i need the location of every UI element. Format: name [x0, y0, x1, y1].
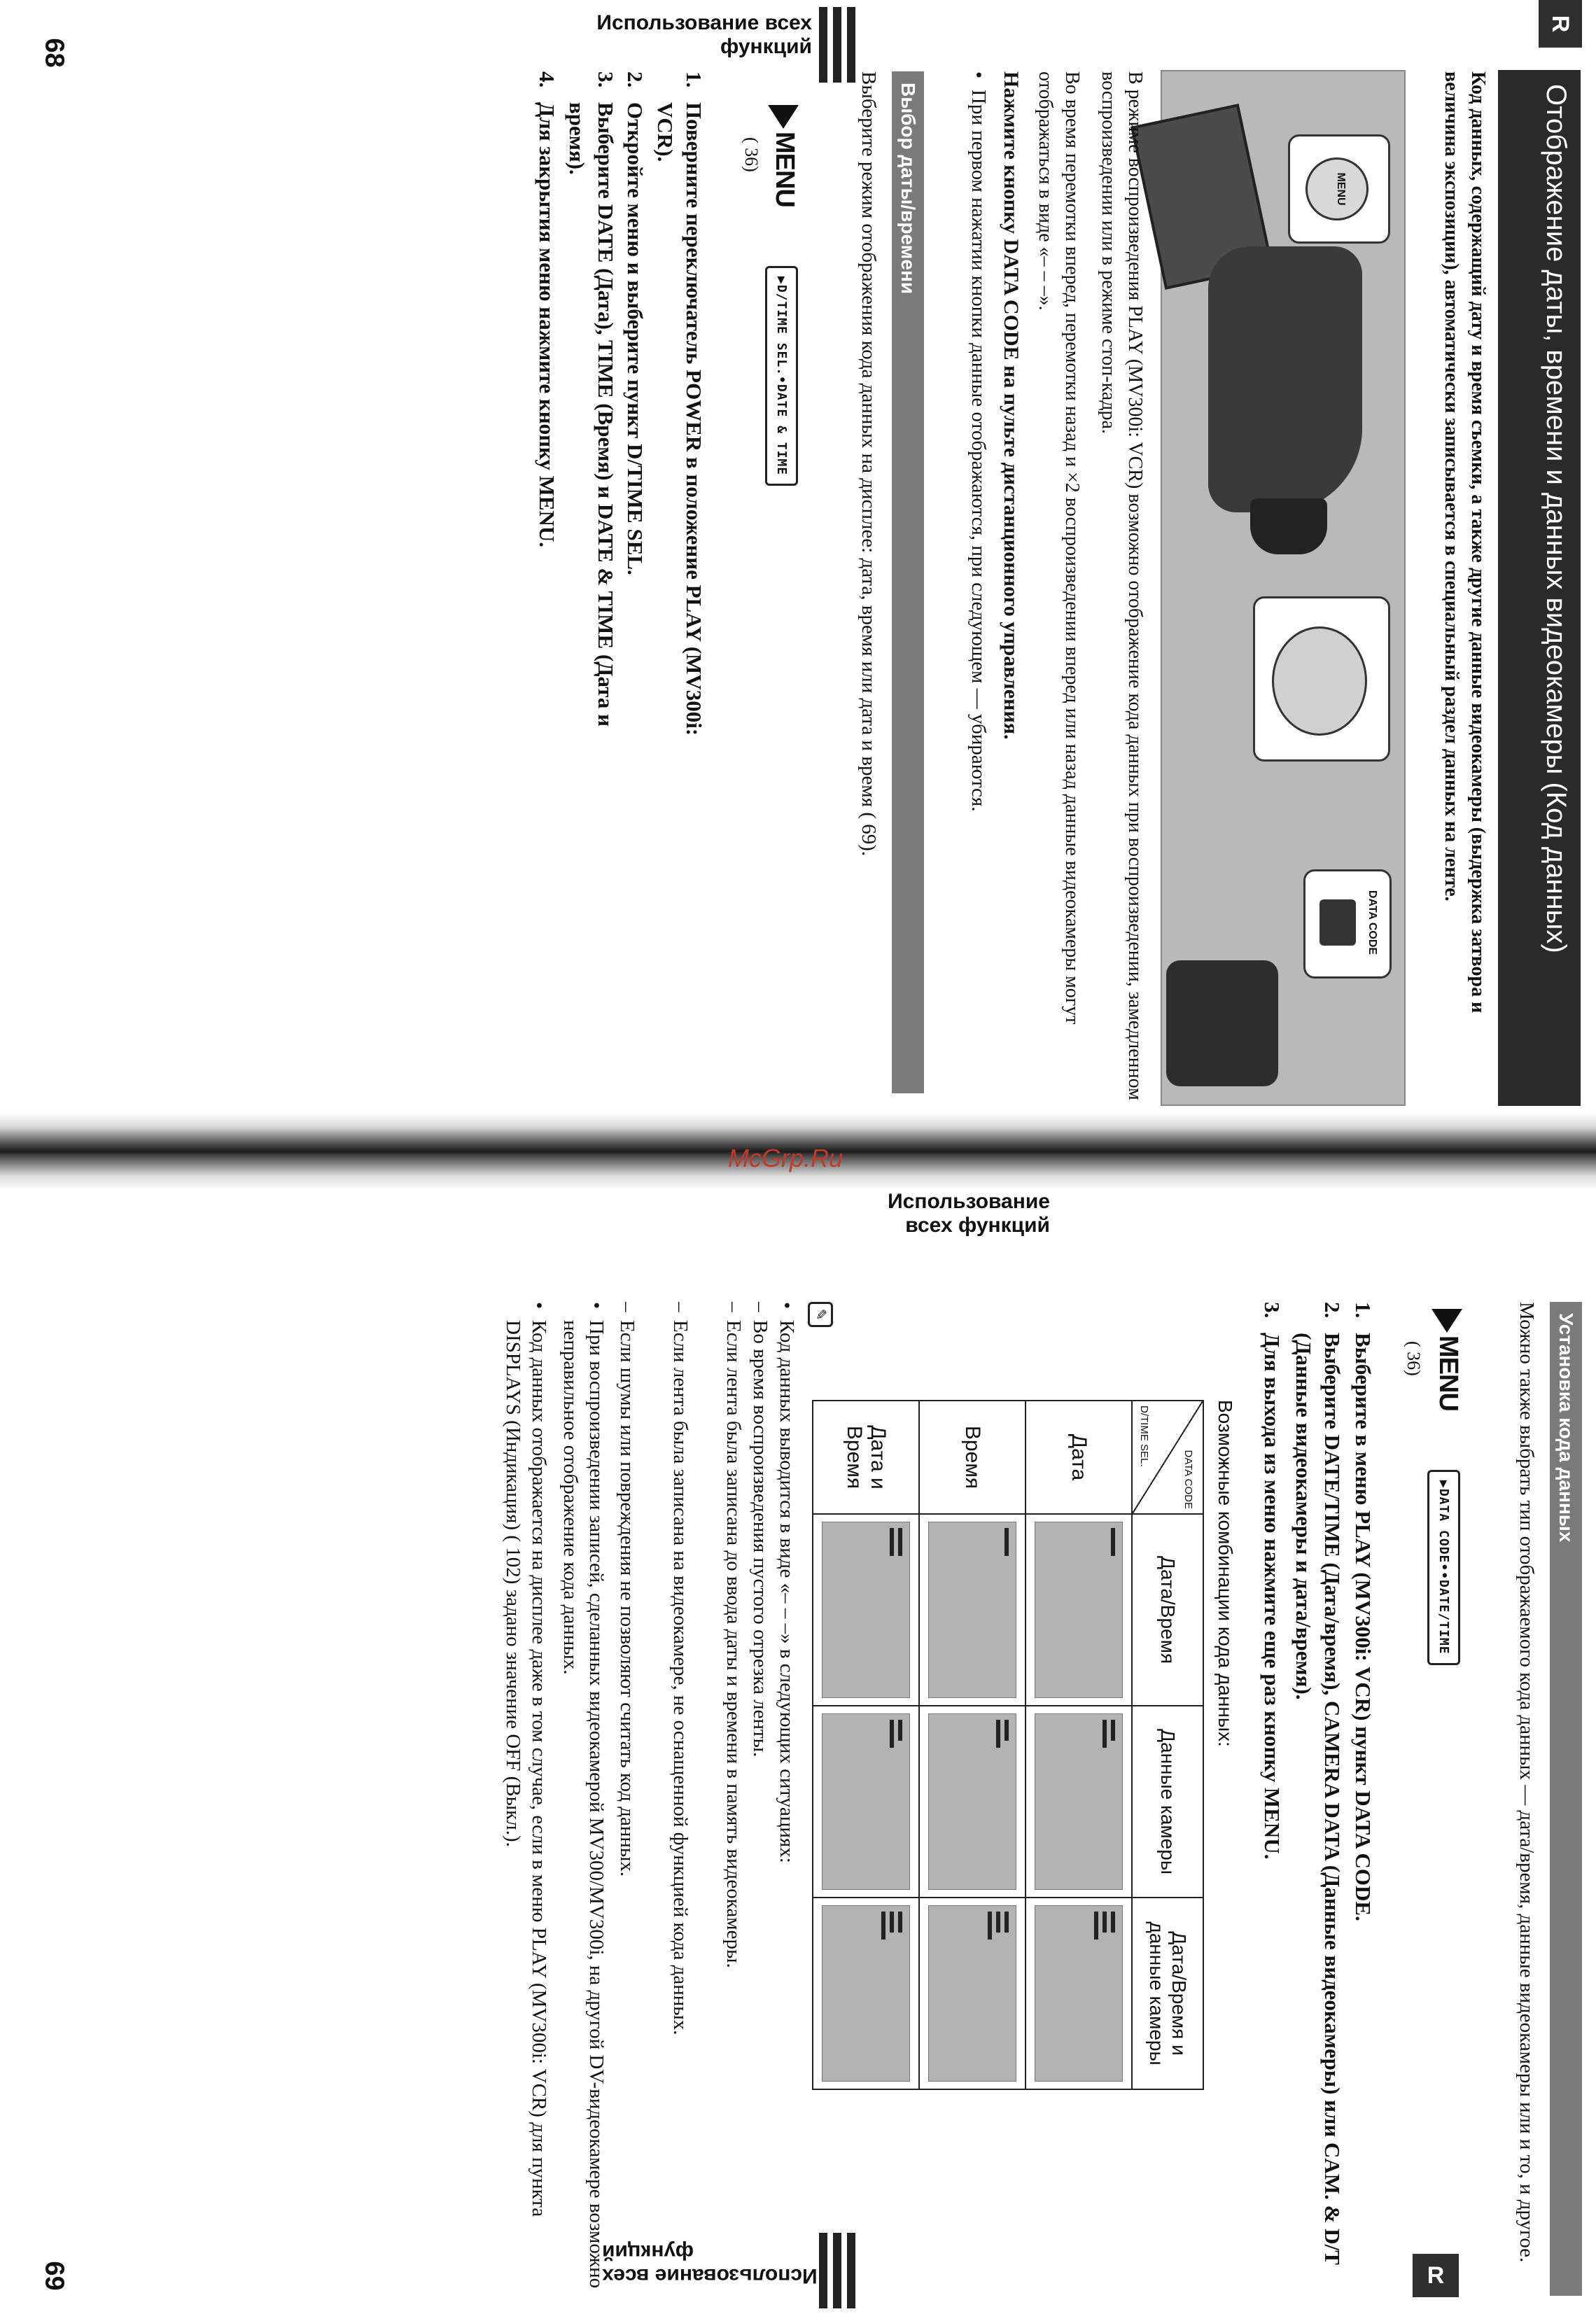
- screen-preview: [928, 1905, 1016, 2082]
- table-row: [919, 1401, 1026, 2089]
- column-header-both: Дата/Время и данные камеры: [1132, 1898, 1203, 2089]
- table-cell-screen: [1026, 1706, 1132, 1898]
- section-title-data-code: Установка кода данных: [1550, 1302, 1582, 2296]
- step-4: 4. Для закрытия меню нажмите кнопку MENU.: [535, 71, 559, 548]
- table-cell-screen: [813, 1898, 919, 2089]
- menu-path-box: ▶DATA CODE••DATE/TIME: [1427, 1470, 1460, 1665]
- table-cell-screen: [919, 1898, 1026, 2089]
- note-item: – Во время воспроизведения пустого отрезка ленты.: [749, 1302, 771, 1758]
- section-intro: Можно также выбрать тип отображаемого кода данных — дата/время, данные видеокамеры или и то, и другое.: [1516, 1302, 1538, 2263]
- bullet-toggle: • При первом нажатии кнопки данные отображаются, при следующем — убираются.: [967, 71, 990, 812]
- table-caption: Возможные комбинации кода данных:: [1214, 1400, 1236, 1747]
- power-dial-icon: [1272, 626, 1367, 736]
- arrow-icon: [768, 105, 799, 129]
- menu-icon: MENU: [768, 105, 799, 207]
- page-title: Отображение даты, времени и данных видеокамеры (Код данных): [1498, 70, 1581, 1106]
- data-code-button-icon: [1320, 899, 1356, 946]
- camcorder-lens: [1250, 498, 1327, 554]
- intro-text: Код данных, содержащий дату и время съемки, а также другие данные видеокамеры (выдержка затвора и величина экспозиции), автоматически записывается в специальный раздел данных на ленте.: [1441, 71, 1489, 1014]
- power-dial-callout: [1253, 596, 1390, 762]
- row-label-time: Время: [919, 1401, 1026, 1514]
- table-row: [813, 1401, 919, 2089]
- table-cell-screen: [919, 1514, 1026, 1706]
- table-cell-screen: [813, 1514, 919, 1706]
- chapter-bars-icon: [819, 7, 864, 83]
- step-3: 3. Выберите DATE (Дата), TIME (Время) и DATE & TIME (Дата и время).: [565, 71, 618, 727]
- screen-preview: [928, 1522, 1016, 1698]
- instruction-data-code: Нажмите кнопку DATA CODE на пульте дистанционного управления.: [1000, 71, 1023, 740]
- paragraph-search: Во время перемотки вперед, перемотки назад и ×2 воспроизведении вперед или назад данные видеокамеры могут отображаться в виде «– – –».: [1035, 71, 1083, 1025]
- note-item: – Если лента была записана на видеокамере, не оснащенной функцией кода данных.: [669, 1302, 692, 2035]
- table-cell-screen: [1026, 1898, 1132, 2089]
- section-title-date-time: Выбор даты/времени: [892, 71, 924, 1093]
- screen-preview: [822, 1522, 910, 1698]
- chapter-bars-icon: [819, 2233, 864, 2308]
- screen-preview: [928, 1713, 1016, 1890]
- step-1: 1. Выберите в меню PLAY (MV300i: VCR) пункт DATA CODE.: [1351, 1302, 1376, 1921]
- note-item: – Если лента была записана до ввода даты и времени в память видеокамеры.: [722, 1302, 745, 1968]
- screen-preview: [1035, 1522, 1123, 1698]
- remote-control-icon: [1166, 960, 1278, 1086]
- menu-page-ref: ( 36): [1404, 1341, 1424, 1376]
- table-cell-screen: [1026, 1514, 1132, 1706]
- data-code-callout: [1303, 869, 1392, 979]
- screen-preview: [822, 1905, 910, 2082]
- page-69: [0, 1190, 1596, 2321]
- watermark: McGrp.Ru: [728, 1144, 844, 1172]
- screen-preview: [822, 1713, 910, 1890]
- row-label-date: Дата: [1026, 1401, 1132, 1514]
- language-tab: R: [1413, 2254, 1459, 2297]
- chapter-title: Использование всех функций: [888, 1190, 1050, 1237]
- chapter-heading: Использование всех функций: [596, 11, 812, 58]
- step-1: 1. Поверните переключатель POWER в положение PLAY (MV300i: VCR).: [653, 71, 706, 736]
- screen-preview: [1035, 1713, 1123, 1890]
- note-icon: ✎: [808, 1302, 833, 1327]
- camcorder-illustration: [1161, 70, 1406, 1106]
- table-header-row: [1132, 1401, 1203, 2089]
- note-item: • Код данных отображается на дисплее даже в том случае, если в меню PLAY (MV300i: VCR) для пункта DISPLAYS (Индикация) ( 102) задано значение OFF (Выкл.).: [502, 1302, 550, 2217]
- screen-preview: [1035, 1905, 1123, 2082]
- step-2: 2. Откройте меню и выберите пункт D/TIME SEL.: [623, 71, 648, 575]
- menu-button-icon: MENU: [1306, 157, 1368, 220]
- menu-callout: [1288, 134, 1390, 244]
- menu-icon: MENU: [1432, 1309, 1463, 1411]
- arrow-icon: [1432, 1309, 1462, 1333]
- note-item: • При воспроизведении записей, сделанных видеокамерой MV300/MV300i, на другой DV-видеокамере возможно неправильное отображение кода данных.: [559, 1302, 608, 2289]
- step-3: 3. Для выхода из меню нажмите еще раз кнопку MENU.: [1260, 1302, 1284, 1860]
- data-code-label: DATA CODE: [1366, 890, 1378, 955]
- page-69-content: [0, 1190, 1596, 2321]
- column-header-camera-data: Данные камеры: [1132, 1706, 1203, 1898]
- menu-page-ref: ( 36): [741, 137, 762, 172]
- language-tab: R: [1539, 0, 1582, 48]
- chapter-heading: Использование всех функций: [602, 2241, 818, 2287]
- page-number: 68: [39, 38, 69, 68]
- column-header-date-time: Дата/Время: [1132, 1514, 1203, 1706]
- table-row: [1026, 1401, 1132, 2089]
- table-cell-screen: [813, 1706, 919, 1898]
- note-item: – Если шумы или повреждения не позволяют считать код данных.: [616, 1302, 638, 1877]
- camcorder-body: [1208, 246, 1362, 512]
- menu-path-box: ▶D/TIME SEL.•DATE & TIME: [765, 266, 798, 486]
- note-item: • Код данных выводится в виде «– – –» в следующих ситуациях:: [776, 1302, 798, 1863]
- step-2: 2. Выберите DATE/TIME (Дата/время), CAMERA DATA (Данные видеокамеры) или CAM. & D/T (Данные видеокамеры и дата/время).: [1292, 1302, 1345, 2265]
- table-corner-cell: DATA CODE D/TIME SEL.: [1132, 1401, 1203, 1514]
- book-spine: [0, 1113, 1596, 1190]
- data-code-combinations-table: [812, 1400, 1204, 2090]
- table-cell-screen: [919, 1706, 1026, 1898]
- page-number: 69: [39, 2261, 69, 2291]
- row-label-date-and-time: Дата и Время: [813, 1401, 919, 1514]
- section-intro: Выберите режим отображения кода данных на дисплее: дата, время или дата и время ( 69).: [858, 71, 880, 857]
- paragraph-playback: В режиме воспроизведения PLAY (MV300i: VCR) возможно отображение кода данных при воспроизведении, замедленном воспроизведении или в режиме стоп-кадра.: [1098, 71, 1146, 1100]
